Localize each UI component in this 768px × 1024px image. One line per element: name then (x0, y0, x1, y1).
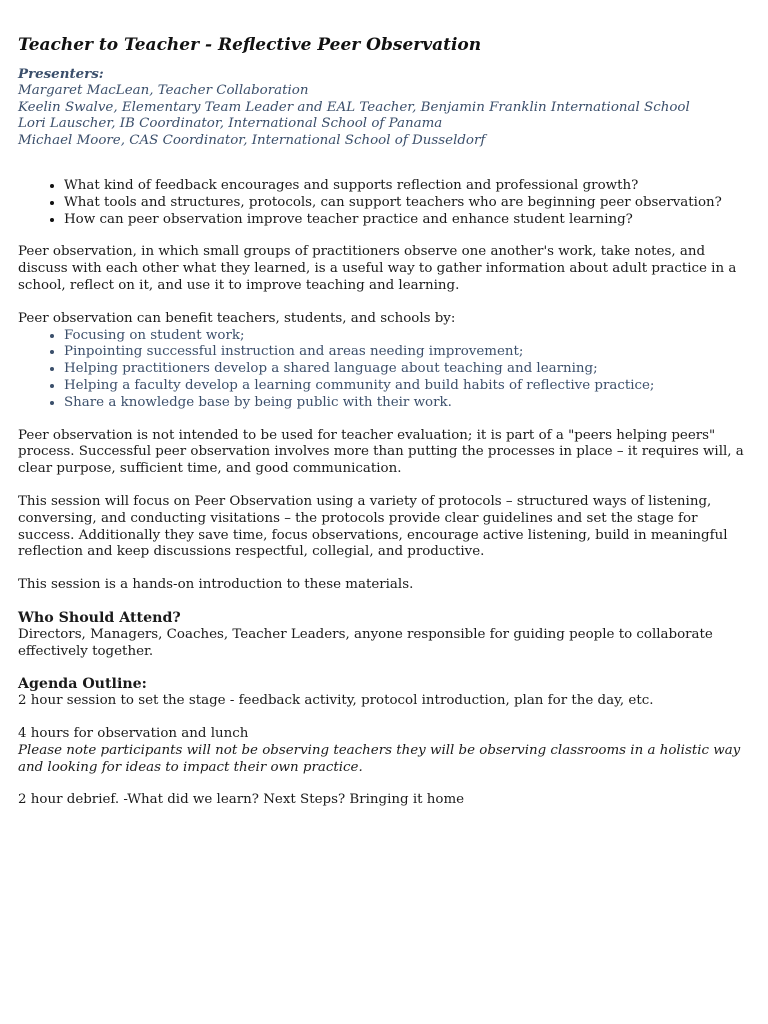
presenters-heading: Presenters: (18, 66, 104, 82)
agenda-item-2: 4 hours for observation and lunch (18, 725, 249, 741)
document-title: Teacher to Teacher - Reflective Peer Observation (18, 35, 482, 55)
not-evaluation-paragraph: Peer observation is not intended to be used for teacher evaluation; it is part of a "peers helping peers" process. Successful peer observation involves more than putting the processes in place – it requires will, a clear purpose, sufficient time, and good communication. (18, 427, 744, 477)
questions-list (18, 178, 748, 228)
presenter-line: Michael Moore, CAS Coordinator, International School of Dusseldorf (18, 133, 486, 149)
question-item: • What kind of feedback encourages and supports reflection and professional growth? (64, 178, 748, 195)
benefits-lead: Peer observation can benefit teachers, students, and schools by: (18, 310, 456, 326)
benefit-item: • Focusing on student work; (64, 328, 748, 345)
attend-text: Directors, Managers, Coaches, Teacher Leaders, anyone responsible for guiding people to collaborate effectively together. (18, 626, 713, 659)
presenter-line: Lori Lauscher, IB Coordinator, International School of Panama (18, 116, 443, 132)
presenters-block (18, 66, 748, 150)
agenda-heading: Agenda Outline: (18, 676, 147, 693)
presenter-line: Margaret MacLean, Teacher Collaboration (18, 82, 309, 98)
benefit-item: • Share a knowledge base by being public with their work. (64, 395, 748, 412)
attend-heading: Who Should Attend? (18, 609, 181, 626)
presenter-line: Keelin Swalve, Elementary Team Leader and EAL Teacher, Benjamin Franklin International School (18, 99, 690, 115)
intro-paragraph: Peer observation, in which small groups of practitioners observe one another's work, take notes, and discuss with each other what they learned, is a useful way to gather information about adult practice in a school, reflect on it, and use it to improve teaching and learning. (18, 244, 737, 293)
benefits-list (18, 328, 748, 412)
agenda-note: Please note participants will not be observing teachers they will be observing classrooms in a holistic way and looking for ideas to impact their own practice. (18, 742, 741, 775)
benefit-item: • Helping practitioners develop a shared language about teaching and learning; (64, 361, 748, 378)
question-item: • What tools and structures, protocols, can support teachers who are beginning peer observation? (64, 195, 748, 212)
session-paragraph: This session will focus on Peer Observation using a variety of protocols – structured ways of listening, conversing, and conducting visitations – the protocols provide clear guidelines and set the stage for success. Additionally they save time, focus observations, encourage active listening, build in meaningful reflection and keep discussions respectful, collegial, and productive. (18, 493, 728, 560)
benefit-item: • Helping a faculty develop a learning community and build habits of reflective practice; (64, 378, 748, 395)
benefit-item: • Pinpointing successful instruction and areas needing improvement; (64, 344, 748, 361)
agenda-item-1: 2 hour session to set the stage - feedback activity, protocol introduction, plan for the day, etc. (18, 693, 654, 709)
question-item: • How can peer observation improve teacher practice and enhance student learning? (64, 212, 748, 229)
hands-on-paragraph: This session is a hands-on introduction to these materials. (18, 577, 414, 593)
agenda-item-3: 2 hour debrief. -What did we learn? Next Steps? Bringing it home (18, 792, 465, 808)
